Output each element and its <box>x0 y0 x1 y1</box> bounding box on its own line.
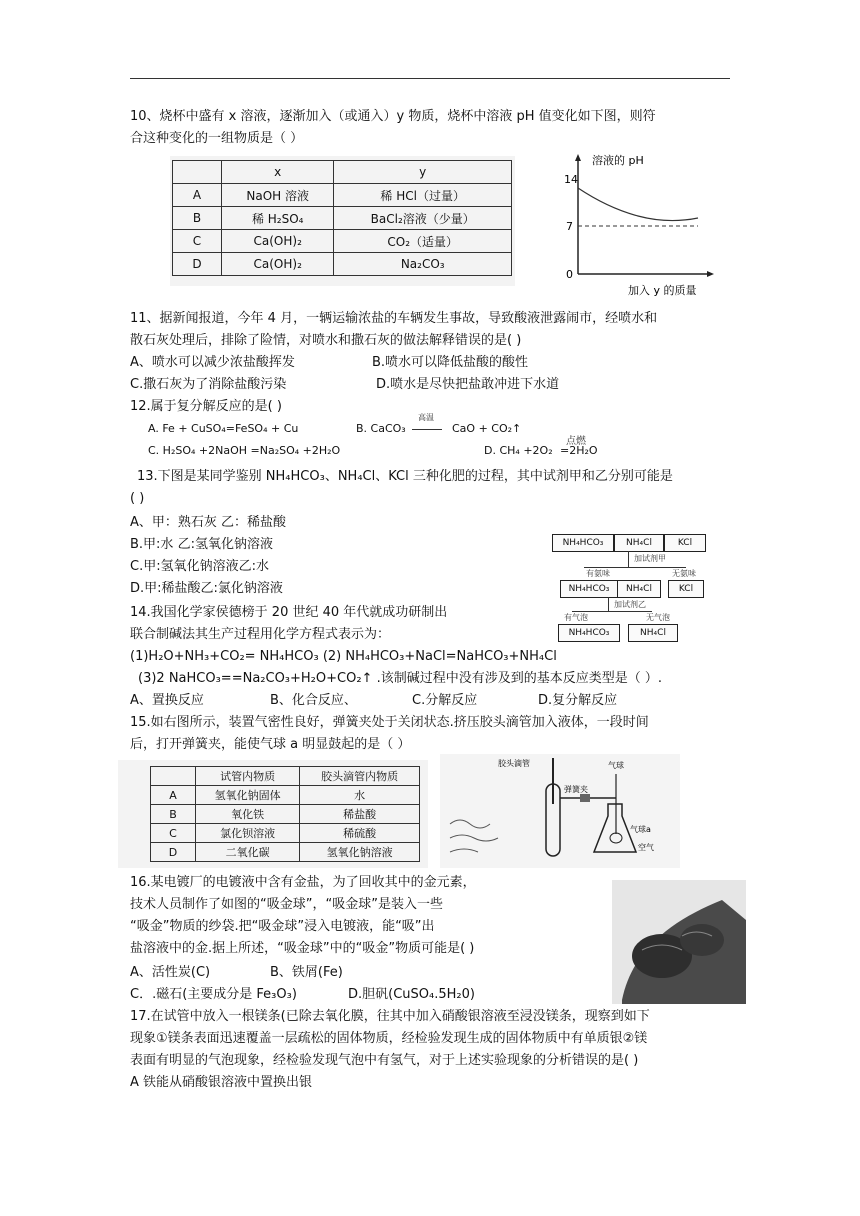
q15-apparatus <box>440 754 680 868</box>
q12-option-b-condition: 高温 <box>418 413 434 422</box>
q16-stem-line2: 技术人员制作了如图的“吸金球”，“吸金球”是装入一些 <box>130 897 443 912</box>
q15-table <box>150 766 420 862</box>
q11-option-c: C.撒石灰为了消除盐酸污染 <box>130 377 287 392</box>
q13-option-a: A、甲：熟石灰 乙：稀盐酸 <box>130 515 287 530</box>
flow-gas-label: 有气泡 <box>564 613 588 622</box>
q15-row-b-tube: 氧化铁 <box>196 805 300 824</box>
flow-top-nh4cl: NH₄Cl <box>614 534 664 552</box>
q10-row-a-x: NaOH 溶液 <box>222 184 334 207</box>
q10-row-c-y: CO₂（适量） <box>334 230 512 253</box>
q10-header-blank <box>173 161 222 184</box>
q17-option-a: A 铁能从硝酸银溶液中置换出银 <box>130 1075 313 1090</box>
q11-stem-line1: 11、据新闻报道，今年 4 月，一辆运输浓盐的车辆发生事故，导致酸液泄露闹市，经喷水和 <box>130 311 658 326</box>
label-dropper: 胶头滴管 <box>498 759 530 768</box>
q15-row-d-tube: 二氧化碳 <box>196 843 300 862</box>
flow-step2-label: 加试剂乙 <box>614 600 646 609</box>
q13-stem-line2: ( ) <box>130 491 145 506</box>
label-air: 空气 <box>638 843 654 852</box>
q13-option-d: D.甲:稀盐酸乙:氯化钠溶液 <box>130 581 283 596</box>
q10-row-d-y: Na₂CO₃ <box>334 253 512 276</box>
q14-option-d: D.复分解反应 <box>538 693 618 708</box>
q10-table <box>172 160 512 276</box>
label-balloon: 气球 <box>608 761 624 770</box>
q10-header-y: y <box>334 161 512 184</box>
graph-tick-14: 14 <box>564 173 578 186</box>
q12-option-b: B. CaCO₃ <box>356 422 406 435</box>
q15-row-b-dropper: 稀盐酸 <box>300 805 420 824</box>
q15-header-blank <box>151 767 196 786</box>
q10-row-b-x: 稀 H₂SO₄ <box>222 207 334 230</box>
q16-stem-line4: 盐溶液中的金.据上所述，“吸金球”中的“吸金”物质可能是( ) <box>130 941 475 956</box>
q16-option-c: C．.磁石(主要成分是 Fe₃O₃) <box>130 987 297 1002</box>
photo-ball-2 <box>680 924 724 956</box>
q11-stem-line2: 散石灰处理后，排除了险情，对喷水和撒石灰的做法解释错误的是( ) <box>130 333 522 348</box>
flow-top-nh4hco3: NH₄HCO₃ <box>552 534 614 552</box>
q13-option-c: C.甲:氢氧化钠溶液乙:水 <box>130 559 269 574</box>
flow-nogas-label: 无气泡 <box>646 613 670 622</box>
q16-option-b: B、铁屑(Fe) <box>270 965 343 980</box>
ph-curve <box>578 188 698 221</box>
q15-header-dropper: 胶头滴管内物质 <box>300 767 420 786</box>
q16-option-a: A、活性炭(C) <box>130 965 211 980</box>
q10-row-b-label: B <box>173 207 222 230</box>
flow-connector-1 <box>628 551 629 567</box>
q14-stem-line1: 14.我国化学家侯德榜于 20 世纪 40 年代就成功研制出 <box>130 605 448 620</box>
q10-row-c-x: Ca(OH)₂ <box>222 230 334 253</box>
spring-clip <box>580 794 590 802</box>
q12-option-b-arrow <box>412 429 442 430</box>
q13-stem-line1: 13.下图是某同学鉴别 NH₄HCO₃、NH₄Cl、KCl 三种化肥的过程，其中试剂甲和乙分别可能是 <box>137 469 673 484</box>
q14-option-b: B、化合反应、 <box>270 693 357 708</box>
graph-xlabel: 加入 y 的质量 <box>628 284 697 297</box>
q10-header-x: x <box>222 161 334 184</box>
q12-option-d: D. CH₄ +2O₂ <box>484 444 553 457</box>
q15-row-c-dropper: 稀硫酸 <box>300 824 420 843</box>
q14-equation-1-2: (1)H₂O+NH₃+CO₂= NH₄HCO₃ (2) NH₄HCO₃+NaCl=NaHCO₃+NH₄Cl <box>130 649 557 664</box>
flow-top-kcl: KCl <box>664 534 706 552</box>
q12-option-c: C. H₂SO₄ +2NaOH =Na₂SO₄ +2H₂O <box>148 444 341 457</box>
flow-connector-2 <box>608 597 609 611</box>
q16-stem-line1: 16.某电镀厂的电镀液中含有金盐，为了回收其中的金元素， <box>130 875 476 890</box>
q11-option-b: B.喷水可以降低盐酸的酸性 <box>372 355 529 370</box>
q14-option-a: A、置换反应 <box>130 693 204 708</box>
q14-equation-3: (3)2 NaHCO₃==Na₂CO₃+H₂O+CO₂↑ .该制碱过程中没有涉及到的基本反应类型是（ ）. <box>138 671 662 686</box>
q10-row-a-label: A <box>173 184 222 207</box>
q15-row-c-label: C <box>151 824 196 843</box>
q11-option-a: A、喷水可以减少浓盐酸挥发 <box>130 355 295 370</box>
y-arrow-icon <box>575 154 581 161</box>
q15-row-d-dropper: 氢氧化钠溶液 <box>300 843 420 862</box>
q10-row-d-x: Ca(OH)₂ <box>222 253 334 276</box>
q12-stem: 12.属于复分解反应的是( ) <box>130 399 282 414</box>
gold-absorbing-ball-photo <box>612 880 746 1004</box>
q15-row-a-tube: 氢氧化钠固体 <box>196 786 300 805</box>
q15-stem-line2: 后，打开弹簧夹，能使气球 a 明显鼓起的是（ ） <box>130 737 411 752</box>
q11-option-d: D.喷水是尽快把盐敢冲进下水道 <box>376 377 560 392</box>
flow-mid-nh4hco3: NH₄HCO₃ <box>560 580 618 598</box>
q15-row-b-label: B <box>151 805 196 824</box>
q12-option-d-products: =2H₂O <box>560 444 598 457</box>
q14-option-c: C.分解反应 <box>412 693 478 708</box>
q15-row-a-label: A <box>151 786 196 805</box>
flow-odor-label: 有氨味 <box>586 569 610 578</box>
q15-row-c-tube: 氯化钡溶液 <box>196 824 300 843</box>
q12-option-b-products: CaO + CO₂↑ <box>452 422 522 435</box>
label-clip: 弹簧夹 <box>564 785 588 794</box>
q10-stem-line2: 合这种变化的一组物质是（ ） <box>130 131 304 146</box>
flow-noodor-label: 无氨味 <box>672 569 696 578</box>
q10-row-d-label: D <box>173 253 222 276</box>
graph-tick-7: 7 <box>566 220 573 233</box>
q17-stem-line2: 现象①镁条表面迅速覆盖一层疏松的固体物质，经检验发现生成的固体物质中有单质银②镁 <box>130 1031 648 1046</box>
q10-ph-graph <box>548 150 718 300</box>
x-arrow-icon <box>707 271 714 277</box>
flow-mid-nh4cl: NH₄Cl <box>617 580 661 598</box>
graph-ylabel: 溶液的 pH <box>592 154 644 167</box>
flow-mid-kcl: KCl <box>668 580 704 598</box>
q10-row-a-y: 稀 HCl（过量） <box>334 184 512 207</box>
q12-option-a: A. Fe + CuSO₄=FeSO₄ + Cu <box>148 422 299 435</box>
q10-row-b-y: BaCl₂溶液（少量） <box>334 207 512 230</box>
q12-option-d-condition: 点燃 <box>566 436 586 447</box>
q15-row-d-label: D <box>151 843 196 862</box>
q10-row-c-label: C <box>173 230 222 253</box>
flow-step1-label: 加试剂甲 <box>634 554 666 563</box>
flow-bottom-nh4cl: NH₄Cl <box>628 624 678 642</box>
q15-row-a-dropper: 水 <box>300 786 420 805</box>
q15-stem-line1: 15.如右图所示，装置气密性良好，弹簧夹处于关闭状态.挤压胶头滴管加入液体，一段时间 <box>130 715 649 730</box>
q14-stem-line2: 联合制碱法其生产过程用化学方程式表示为： <box>130 627 391 642</box>
q16-stem-line3: “吸金”物质的纱袋.把“吸金球”浸入电镀液，能“吸”出 <box>130 919 435 934</box>
header-rule <box>130 78 730 79</box>
q13-option-b: B.甲:水 乙:氢氧化钠溶液 <box>130 537 273 552</box>
q17-stem-line1: 17.在试管中放入一根镁条(已除去氧化膜，往其中加入硝酸银溶液至浸没镁条，现察到如下 <box>130 1009 650 1024</box>
label-balloon-a: 气球a <box>630 825 651 834</box>
graph-tick-0: 0 <box>566 268 573 281</box>
flow-bottom-nh4hco3: NH₄HCO₃ <box>558 624 620 642</box>
q17-stem-line3: 表面有明显的气泡现象，经检验发现气泡中有氢气，对于上述实验现象的分析错误的是( ) <box>130 1053 639 1068</box>
q16-option-d: D.胆矾(CuSO₄.5H₂0) <box>348 987 475 1002</box>
q10-stem-line1: 10、烧杯中盛有 x 溶液，逐渐加入（或通入）y 物质，烧杯中溶液 pH 值变化如下图，则符 <box>130 109 656 124</box>
q15-header-tube: 试管内物质 <box>196 767 300 786</box>
